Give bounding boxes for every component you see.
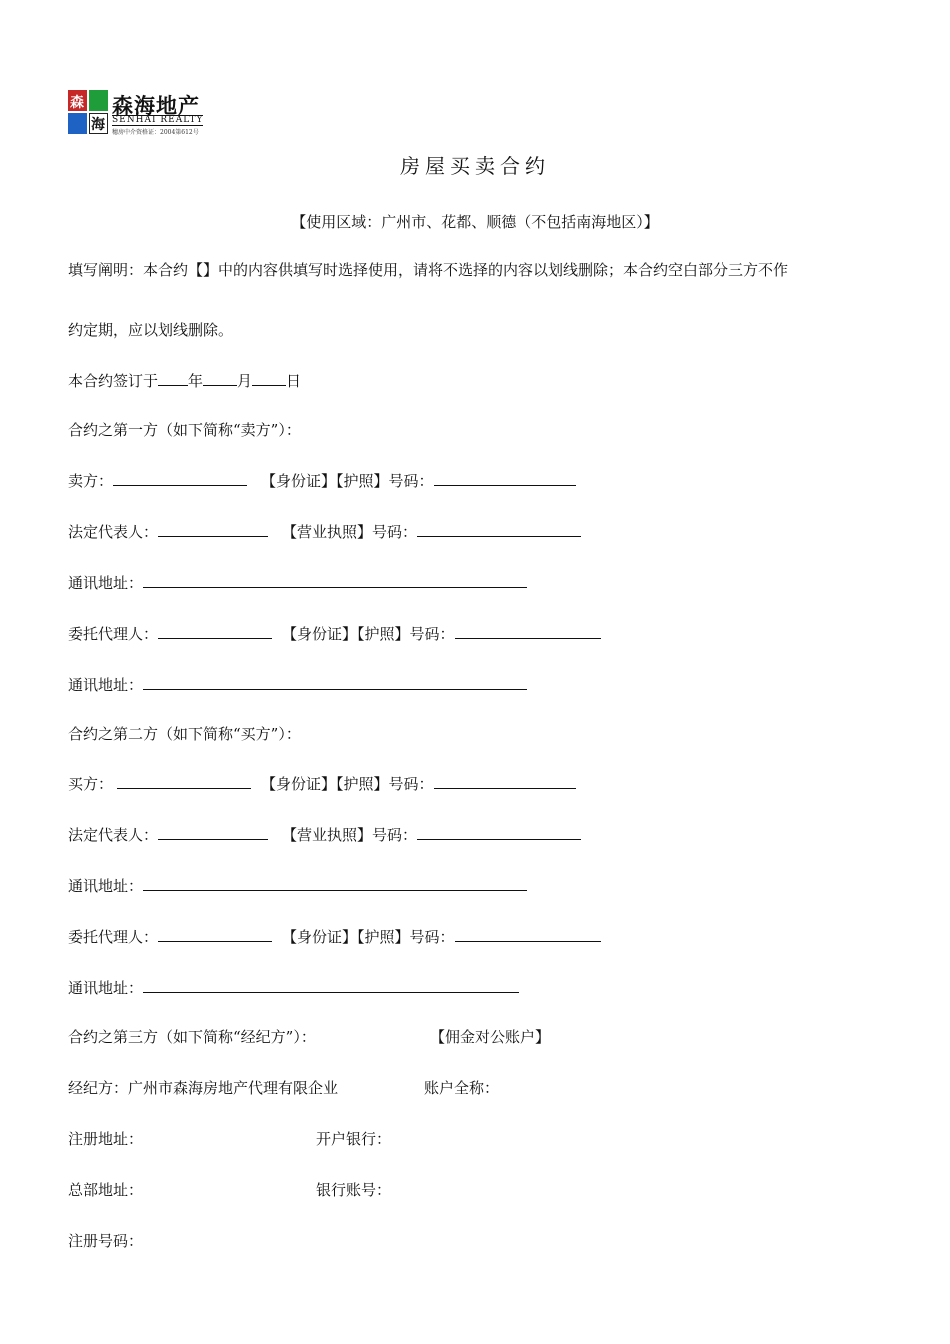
logo-license: 穗房中介资格证：2004第612号 (112, 129, 199, 136)
logo-name-cn: 森海地产 (112, 94, 200, 118)
seller-label: 卖方： (68, 472, 114, 490)
seller-id-types: 【身份证】【护照】号码： (261, 472, 434, 490)
bank-label: 开户银行： (316, 1130, 392, 1148)
seller-agent-row (68, 622, 601, 644)
signing-date (68, 369, 301, 391)
signing-prefix: 本合约签订于 (68, 372, 159, 390)
buyer-agent-blank[interactable] (158, 925, 272, 942)
hq-address-label: 总部地址： (68, 1181, 144, 1199)
buyer-address-row (68, 874, 527, 896)
seller-address-blank[interactable] (143, 571, 527, 588)
logo-mark-char-2: 海 (91, 117, 105, 133)
seller-id-blank[interactable] (434, 469, 576, 486)
buyer-agent-id-blank[interactable] (455, 925, 601, 942)
year-blank[interactable] (158, 369, 188, 386)
seller-legal-rep-blank[interactable] (158, 520, 268, 537)
seller-agent-id-blank[interactable] (455, 622, 601, 639)
usage-scope: 【使用区域：广州市、花都、顺德（不包括南海地区）】 (291, 213, 659, 231)
party1-heading: 合约之第一方（如下简称“卖方”）： (68, 421, 301, 439)
agent-address-label: 通讯地址： (68, 979, 144, 997)
legal-rep-label: 法定代表人： (68, 826, 159, 844)
buyer-legal-rep-blank[interactable] (158, 823, 268, 840)
party2-heading: 合约之第二方（如下简称“买方”）： (68, 725, 301, 743)
buyer-agent-row (68, 925, 601, 947)
address-label: 通讯地址： (68, 877, 144, 895)
buyer-name-blank[interactable] (117, 772, 251, 789)
buyer-label: 买方： (68, 775, 114, 793)
seller-row (68, 469, 576, 491)
agent-id-types: 【身份证】【护照】号码： (282, 625, 455, 643)
logo-name-en: SENHAI REALTY (112, 115, 204, 125)
buyer-address-blank[interactable] (143, 874, 527, 891)
agent-label: 委托代理人： (68, 625, 159, 643)
reg-address-label: 注册地址： (68, 1130, 144, 1148)
logo-mark (68, 90, 108, 134)
document-title: 房屋买卖合约 (400, 154, 550, 178)
buyer-id-types: 【身份证】【护照】号码： (261, 775, 434, 793)
seller-address-row (68, 571, 527, 593)
party3-heading: 合约之第三方（如下简称“经纪方”）： (68, 1028, 316, 1046)
instructions-line-2: 约定期，应以划线删除。 (68, 321, 234, 339)
seller-agent-blank[interactable] (158, 622, 272, 639)
seller-legal-rep-row (68, 520, 581, 542)
month-blank[interactable] (203, 369, 237, 386)
buyer-id-blank[interactable] (434, 772, 576, 789)
buyer-legal-rep-row (68, 823, 581, 845)
buyer-license-blank[interactable] (417, 823, 581, 840)
buyer-agent-address-row (68, 976, 519, 998)
agent-address-label: 通讯地址： (68, 676, 144, 694)
buyer-agent-address-blank[interactable] (143, 976, 519, 993)
day-label: 日 (286, 372, 302, 390)
instructions-line-1: 填写阐明：本合约【】中的内容供填写时选择使用，请将不选择的内容以划线删除；本合约空白部分三方不作 (68, 261, 789, 279)
company-logo (68, 90, 228, 136)
account-no-label: 银行账号： (316, 1181, 392, 1199)
account-name-label: 账户全称： (424, 1079, 500, 1097)
logo-mark-char-1: 森 (70, 95, 84, 111)
seller-agent-address-row (68, 673, 527, 695)
seller-agent-address-blank[interactable] (143, 673, 527, 690)
month-label: 月 (237, 372, 253, 390)
agent-label: 委托代理人： (68, 928, 159, 946)
agent-id-types: 【身份证】【护照】号码： (282, 928, 455, 946)
address-label: 通讯地址： (68, 574, 144, 592)
business-license-types: 【营业执照】号码： (282, 826, 418, 844)
day-blank[interactable] (252, 369, 286, 386)
seller-name-blank[interactable] (113, 469, 247, 486)
reg-no-label: 注册号码： (68, 1232, 144, 1250)
broker-name: 经纪方：广州市森海房地产代理有限企业 (68, 1079, 339, 1097)
commission-account-heading: 【佣金对公账户】 (430, 1028, 551, 1046)
legal-rep-label: 法定代表人： (68, 523, 159, 541)
buyer-row (68, 772, 576, 794)
year-label: 年 (188, 372, 204, 390)
business-license-types: 【营业执照】号码： (282, 523, 418, 541)
seller-license-blank[interactable] (417, 520, 581, 537)
